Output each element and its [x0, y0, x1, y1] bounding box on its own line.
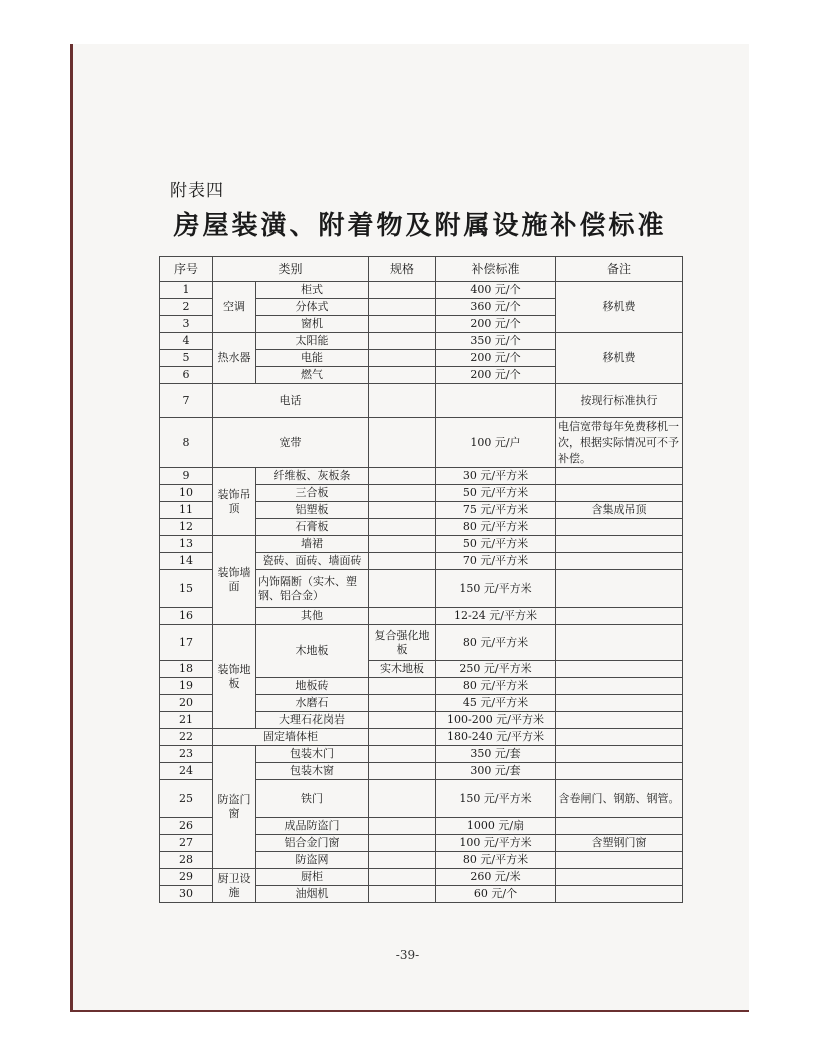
row-note — [556, 852, 683, 869]
row-price: 45 元/平方米 — [436, 695, 556, 712]
table-row — [160, 729, 683, 746]
header-note: 备注 — [556, 257, 683, 282]
header-category: 类别 — [213, 257, 369, 282]
row-price: 80 元/平方米 — [436, 852, 556, 869]
row-item: 包装木门 — [256, 746, 369, 763]
table-row — [160, 282, 683, 299]
row-note — [556, 886, 683, 903]
table-row — [160, 468, 683, 485]
row-no: 19 — [160, 678, 213, 695]
row-spec — [369, 780, 436, 818]
group-wall: 装饰墙面 — [213, 536, 256, 625]
row-no: 8 — [160, 418, 213, 468]
row-no: 7 — [160, 384, 213, 418]
row-item: 瓷砖、面砖、墙面砖 — [256, 553, 369, 570]
row-spec: 复合强化地板 — [369, 625, 436, 661]
header-price: 补偿标准 — [436, 257, 556, 282]
table-row — [160, 333, 683, 350]
row-item: 铁门 — [256, 780, 369, 818]
row-spec — [369, 350, 436, 367]
table-row — [160, 384, 683, 418]
row-item: 防盗网 — [256, 852, 369, 869]
row-item: 燃气 — [256, 367, 369, 384]
row-no: 18 — [160, 661, 213, 678]
row-no: 25 — [160, 780, 213, 818]
row-item: 墙裙 — [256, 536, 369, 553]
row-no: 22 — [160, 729, 213, 746]
row-spec — [369, 502, 436, 519]
row-item: 分体式 — [256, 299, 369, 316]
row-note — [556, 625, 683, 661]
row-item: 地板砖 — [256, 678, 369, 695]
row-price: 1000 元/扇 — [436, 818, 556, 835]
group-aircon: 空调 — [213, 282, 256, 333]
table-row — [160, 869, 683, 886]
row-spec — [369, 678, 436, 695]
row-no: 21 — [160, 712, 213, 729]
row-note — [556, 729, 683, 746]
row-no: 30 — [160, 886, 213, 903]
table-row — [160, 536, 683, 553]
header-no: 序号 — [160, 257, 213, 282]
row-item: 油烟机 — [256, 886, 369, 903]
row-note: 电信宽带每年免费移机一次，根据实际情况可不予补偿。 — [556, 418, 683, 468]
row-no: 28 — [160, 852, 213, 869]
row-no: 20 — [160, 695, 213, 712]
group-heater: 热水器 — [213, 333, 256, 384]
page-title: 房屋装潢、附着物及附属设施补偿标准 — [173, 211, 667, 241]
row-no: 6 — [160, 367, 213, 384]
row-no: 11 — [160, 502, 213, 519]
row-note — [556, 661, 683, 678]
row-spec — [369, 852, 436, 869]
row-note — [556, 468, 683, 485]
row-spec — [369, 886, 436, 903]
row-spec — [369, 519, 436, 536]
row-price: 150 元/平方米 — [436, 780, 556, 818]
row-item: 太阳能 — [256, 333, 369, 350]
row-no: 13 — [160, 536, 213, 553]
row-spec — [369, 869, 436, 886]
row-no: 26 — [160, 818, 213, 835]
row-note — [556, 519, 683, 536]
row-price: 260 元/米 — [436, 869, 556, 886]
row-price: 80 元/平方米 — [436, 519, 556, 536]
header-spec: 规格 — [369, 257, 436, 282]
row-no: 23 — [160, 746, 213, 763]
row-price: 350 元/套 — [436, 746, 556, 763]
row-note — [556, 536, 683, 553]
row-price: 75 元/平方米 — [436, 502, 556, 519]
row-no: 10 — [160, 485, 213, 502]
row-spec — [369, 712, 436, 729]
row-spec — [369, 608, 436, 625]
row-item: 大理石花岗岩 — [256, 712, 369, 729]
row-note: 含塑钢门窗 — [556, 835, 683, 852]
row-spec — [369, 418, 436, 468]
row-no: 29 — [160, 869, 213, 886]
row-item: 成品防盗门 — [256, 818, 369, 835]
row-item: 铝塑板 — [256, 502, 369, 519]
row-price: 80 元/平方米 — [436, 625, 556, 661]
row-note — [556, 608, 683, 625]
row-item: 电话 — [213, 384, 369, 418]
row-no: 12 — [160, 519, 213, 536]
row-spec — [369, 536, 436, 553]
row-spec — [369, 570, 436, 608]
row-price: 350 元/个 — [436, 333, 556, 350]
row-no: 24 — [160, 763, 213, 780]
row-note — [556, 570, 683, 608]
row-spec — [369, 299, 436, 316]
row-note: 移机费 — [556, 282, 683, 333]
row-item: 柜式 — [256, 282, 369, 299]
row-no: 15 — [160, 570, 213, 608]
row-price — [436, 384, 556, 418]
row-price: 60 元/个 — [436, 886, 556, 903]
row-spec — [369, 553, 436, 570]
row-item: 内饰隔断（实木、塑钢、铝合金） — [256, 570, 369, 608]
row-spec — [369, 835, 436, 852]
row-spec: 实木地板 — [369, 661, 436, 678]
row-note — [556, 818, 683, 835]
row-note — [556, 485, 683, 502]
row-price: 50 元/平方米 — [436, 536, 556, 553]
row-no: 9 — [160, 468, 213, 485]
row-no: 16 — [160, 608, 213, 625]
row-note: 移机费 — [556, 333, 683, 384]
row-item: 包装木窗 — [256, 763, 369, 780]
row-spec — [369, 818, 436, 835]
row-price: 30 元/平方米 — [436, 468, 556, 485]
row-item: 宽带 — [213, 418, 369, 468]
row-price: 400 元/个 — [436, 282, 556, 299]
row-item: 厨柜 — [256, 869, 369, 886]
row-no: 4 — [160, 333, 213, 350]
row-price: 200 元/个 — [436, 316, 556, 333]
row-item: 铝合金门窗 — [256, 835, 369, 852]
row-price: 200 元/个 — [436, 367, 556, 384]
row-note: 按现行标准执行 — [556, 384, 683, 418]
row-no: 27 — [160, 835, 213, 852]
row-item: 三合板 — [256, 485, 369, 502]
row-item: 水磨石 — [256, 695, 369, 712]
row-price: 100 元/户 — [436, 418, 556, 468]
table-row — [160, 418, 683, 468]
row-spec — [369, 316, 436, 333]
group-floor: 装饰地板 — [213, 625, 256, 729]
row-price: 100 元/平方米 — [436, 835, 556, 852]
row-spec — [369, 746, 436, 763]
row-note — [556, 695, 683, 712]
row-spec — [369, 485, 436, 502]
row-spec — [369, 367, 436, 384]
row-item: 石膏板 — [256, 519, 369, 536]
row-spec — [369, 384, 436, 418]
row-spec — [369, 695, 436, 712]
row-item: 其他 — [256, 608, 369, 625]
appendix-label: 附表四 — [170, 181, 224, 201]
row-item: 固定墙体柜 — [213, 729, 369, 746]
row-no: 17 — [160, 625, 213, 661]
row-price: 200 元/个 — [436, 350, 556, 367]
row-no: 3 — [160, 316, 213, 333]
row-item: 电能 — [256, 350, 369, 367]
row-note — [556, 712, 683, 729]
group-kitchen: 厨卫设施 — [213, 869, 256, 903]
row-spec — [369, 729, 436, 746]
row-no: 5 — [160, 350, 213, 367]
group-security: 防盗门窗 — [213, 746, 256, 869]
row-price: 12-24 元/平方米 — [436, 608, 556, 625]
row-price: 180-240 元/平方米 — [436, 729, 556, 746]
row-note — [556, 746, 683, 763]
row-note — [556, 553, 683, 570]
row-note — [556, 763, 683, 780]
table-row — [160, 625, 683, 661]
row-price: 80 元/平方米 — [436, 678, 556, 695]
row-spec — [369, 763, 436, 780]
row-price: 300 元/套 — [436, 763, 556, 780]
row-price: 250 元/平方米 — [436, 661, 556, 678]
row-no: 1 — [160, 282, 213, 299]
page-number: -39- — [395, 948, 420, 962]
compensation-table — [159, 256, 683, 903]
row-note: 含集成吊顶 — [556, 502, 683, 519]
row-price: 70 元/平方米 — [436, 553, 556, 570]
row-price: 360 元/个 — [436, 299, 556, 316]
table-row — [160, 746, 683, 763]
row-item: 木地板 — [256, 625, 369, 678]
group-ceiling: 装饰吊顶 — [213, 468, 256, 536]
row-spec — [369, 282, 436, 299]
row-spec — [369, 333, 436, 350]
row-note — [556, 869, 683, 886]
row-note: 含卷闸门、钢筋、钢管。 — [556, 780, 683, 818]
row-no: 2 — [160, 299, 213, 316]
row-price: 100-200 元/平方米 — [436, 712, 556, 729]
row-spec — [369, 468, 436, 485]
row-no: 14 — [160, 553, 213, 570]
row-price: 150 元/平方米 — [436, 570, 556, 608]
table-header-row — [160, 257, 683, 282]
row-note — [556, 678, 683, 695]
row-item: 纤维板、灰板条 — [256, 468, 369, 485]
row-item: 窗机 — [256, 316, 369, 333]
row-price: 50 元/平方米 — [436, 485, 556, 502]
